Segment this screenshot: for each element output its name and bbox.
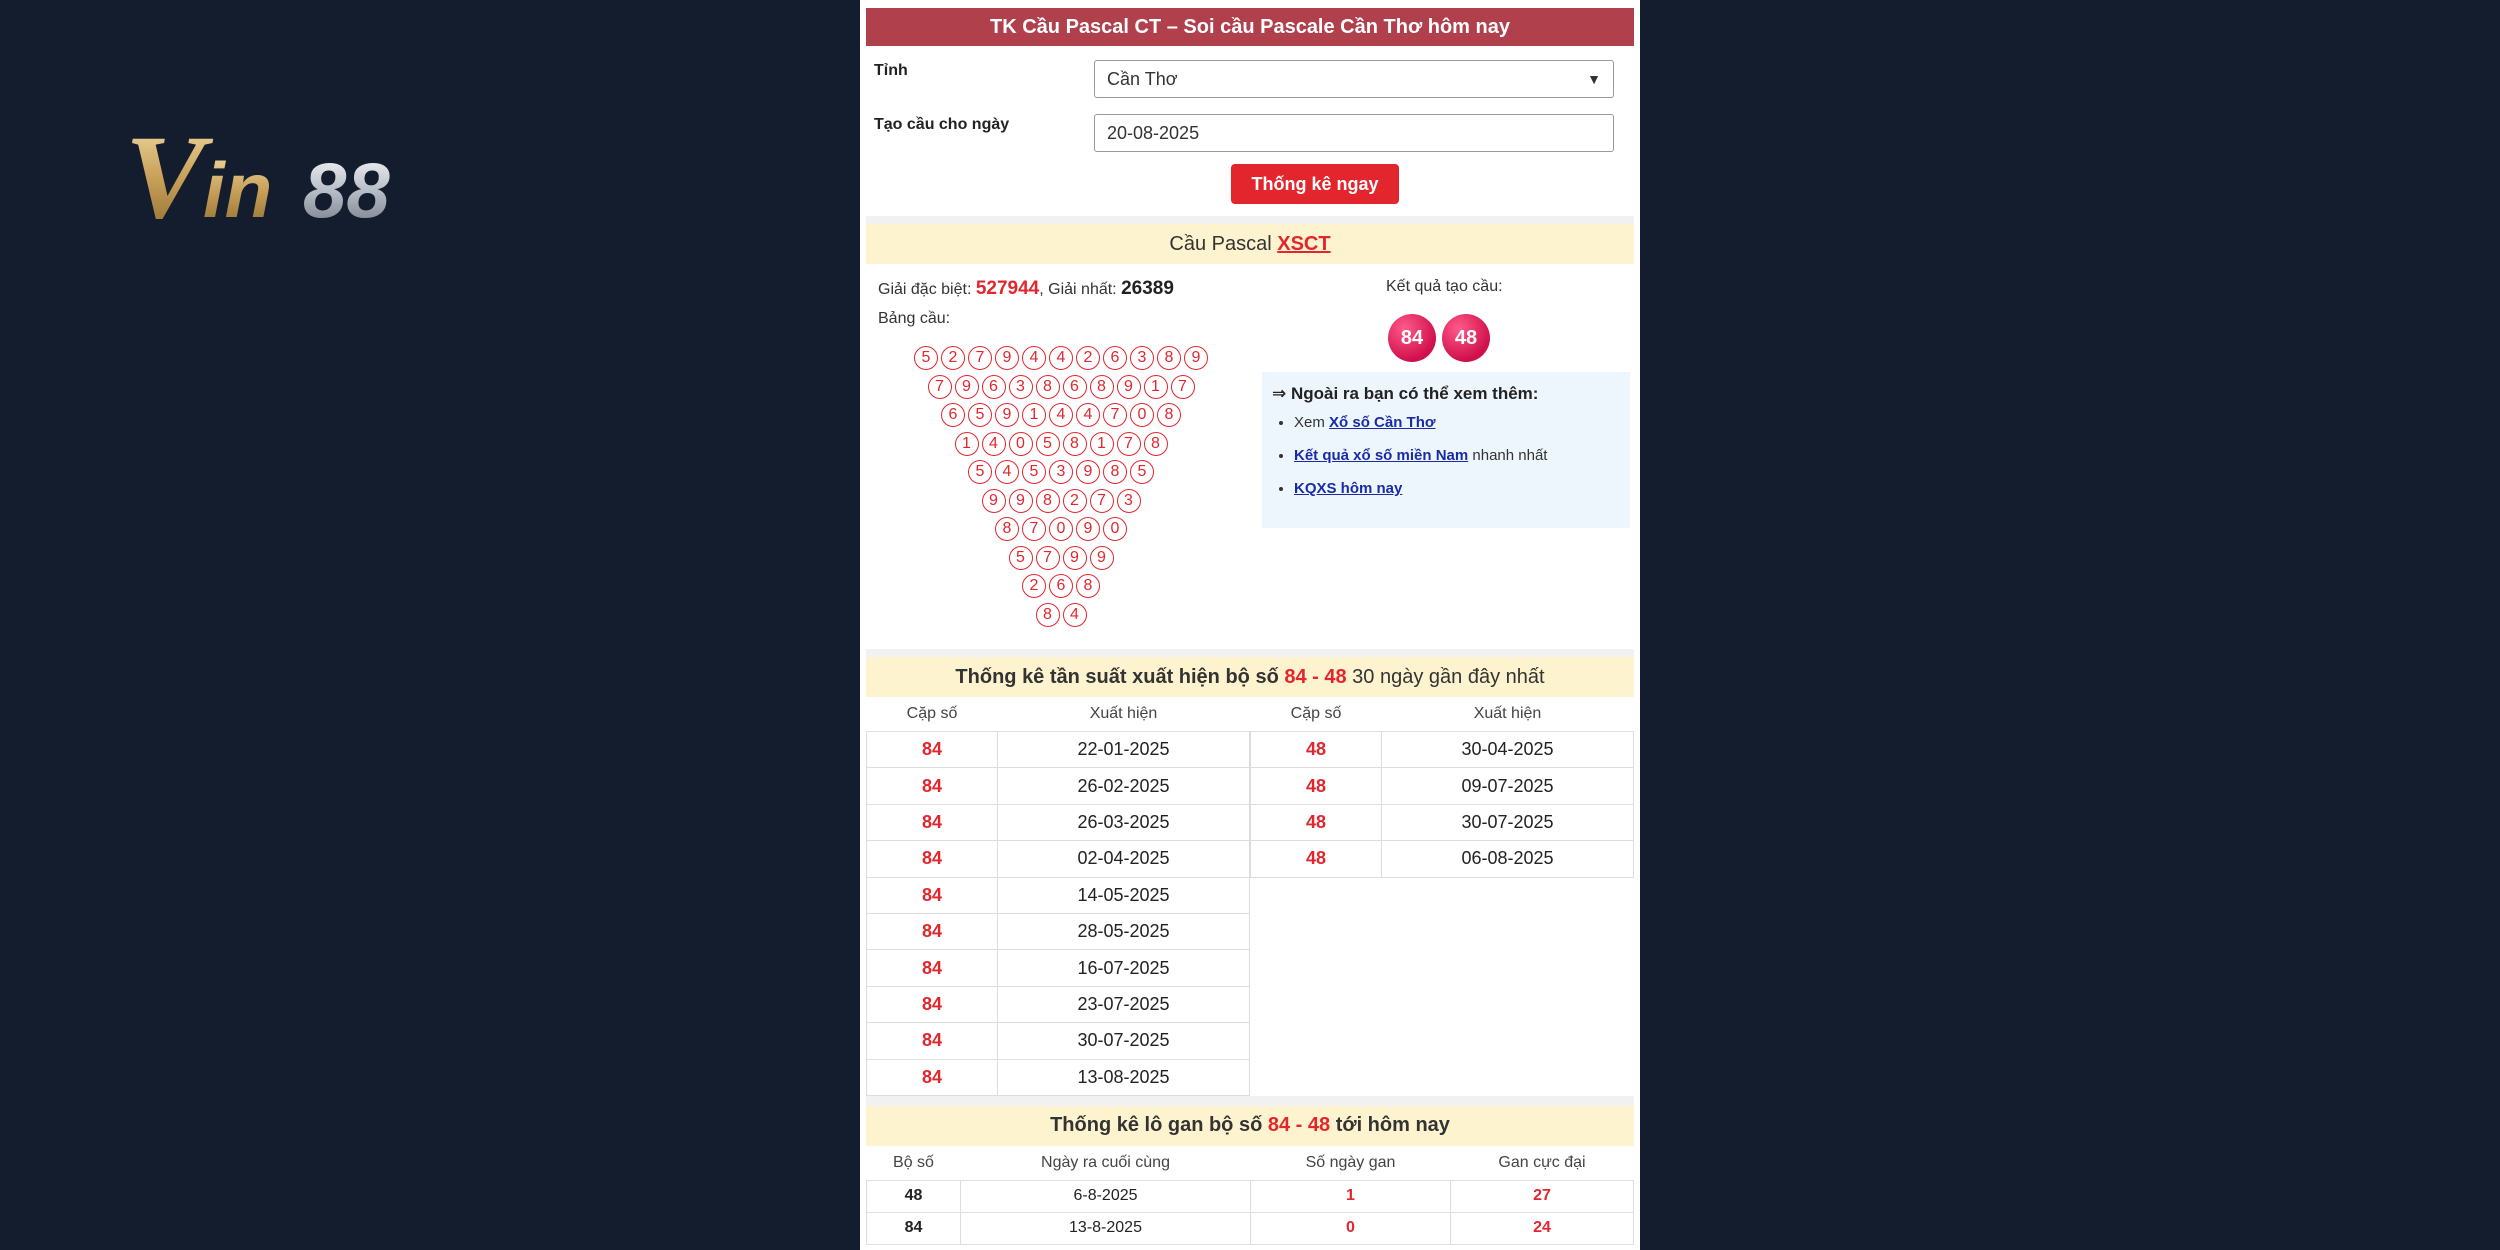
pascal-digit: 5 [968,403,992,427]
pascal-row [866,346,1256,375]
frequency-tables [866,697,1634,1096]
col-header-date: Xuất hiện [1382,697,1634,732]
pascal-section-title [866,224,1634,264]
frequency-table-right [1250,697,1634,878]
col-header-days: Số ngày gan [1305,1153,1396,1171]
divider [866,649,1634,657]
kqxs-hom-nay-link[interactable]: KQXS hôm nay [1294,480,1403,497]
pascal-digit: 8 [1076,574,1100,598]
pascal-triangle [866,346,1256,631]
pascal-digit: 8 [1103,460,1127,484]
table-row [867,1059,1250,1095]
pair-cell: 84 [867,1023,998,1059]
pascal-digit: 8 [1144,432,1168,456]
set-cell: 84 [867,1212,961,1244]
freq-title-suffix: 30 ngày gần đây nhất [1352,665,1545,688]
pascal-digit: 3 [1117,489,1141,513]
date-row [860,106,1640,160]
gan-table-wrap [866,1146,1634,1245]
pair-cell: 84 [867,877,998,913]
table-row [867,877,1250,913]
pascal-right [1256,264,1634,649]
pascal-digit: 9 [1009,489,1033,513]
pascal-row [866,546,1256,575]
pascal-digit: 8 [1036,489,1060,513]
date-cell: 13-08-2025 [998,1059,1250,1095]
frequency-section-title [866,657,1634,697]
pair-cell: 84 [867,804,998,840]
days-cell: 1 [1251,1180,1451,1212]
pascal-digit: 5 [1130,460,1154,484]
set-cell: 48 [867,1180,961,1212]
result-ball: 48 [1442,314,1490,362]
pascal-digit: 7 [1171,375,1195,399]
province-row [860,52,1640,106]
pascal-digit: 5 [1036,432,1060,456]
pascal-digit: 7 [928,375,952,399]
pascal-digit: 0 [1049,517,1073,541]
pascal-digit: 6 [1063,375,1087,399]
pascal-title-prefix: Cầu Pascal [1169,232,1272,255]
col-header-set: Bộ số [893,1153,934,1171]
pascal-digit: 4 [1049,346,1073,370]
pascal-digit: 7 [968,346,992,370]
svg-text:88: 88 [303,146,390,234]
pair-cell: 48 [1251,732,1382,768]
pascal-digit: 5 [968,460,992,484]
pascal-left [866,264,1256,649]
pascal-digit: 2 [1063,489,1087,513]
date-input[interactable] [1094,114,1614,152]
frequency-table-left [866,697,1250,1096]
pascal-digit: 9 [982,489,1006,513]
pascal-digit: 9 [1063,546,1087,570]
chevron-down-icon: ▼ [1587,71,1601,87]
pascal-digit: 3 [1049,460,1073,484]
pascal-digit: 5 [914,346,938,370]
first-prize-value: 26389 [1121,278,1174,299]
pascal-row [866,489,1256,518]
pascal-digit: 2 [1022,574,1046,598]
pair-cell: 84 [867,841,998,877]
pair-cell: 84 [867,768,998,804]
pascal-digit: 9 [1076,517,1100,541]
pascal-digit: 8 [1157,346,1181,370]
special-prize-label: Giải đặc biệt: [878,281,972,298]
see-more-list [1272,414,1620,497]
pascal-digit: 1 [1090,432,1114,456]
pascal-digit: 4 [995,460,1019,484]
gan-section-title [866,1106,1634,1146]
pascal-row [866,574,1256,603]
pair-cell: 84 [867,950,998,986]
pascal-digit: 5 [1022,460,1046,484]
pascal-digit: 9 [1184,346,1208,370]
pascal-digit: 6 [941,403,965,427]
pair-cell: 48 [1251,804,1382,840]
col-header-date: Xuất hiện [998,697,1250,732]
last-date-cell: 6-8-2025 [961,1180,1251,1212]
table-row [867,1023,1250,1059]
page-title: TK Cầu Pascal CT – Soi cầu Pascale Cần Thơ hôm nay [866,8,1634,46]
pascal-digit: 6 [1103,346,1127,370]
list-item [1294,480,1620,497]
table-row [867,986,1250,1022]
pascal-digit: 4 [1076,403,1100,427]
pascal-digit: 6 [982,375,1006,399]
pascal-row [866,517,1256,546]
pascal-digit: 9 [1076,460,1100,484]
pascal-digit: 7 [1022,517,1046,541]
date-cell: 14-05-2025 [998,877,1250,913]
table-row [867,732,1250,768]
date-cell: 22-01-2025 [998,732,1250,768]
pascal-digit: 1 [1144,375,1168,399]
result-balls [1388,314,1490,362]
col-header-pair: Cặp số [1251,697,1382,732]
submit-wrap [860,160,1640,216]
last-date-cell: 13-8-2025 [961,1212,1251,1244]
pascal-digit: 0 [1130,403,1154,427]
table-row [867,768,1250,804]
pascal-digit: 7 [1117,432,1141,456]
pascal-digit: 9 [955,375,979,399]
table-row [867,1180,1634,1212]
pascal-digit: 2 [941,346,965,370]
item2-suffix: nhanh nhất [1472,447,1548,464]
pascal-digit: 8 [1036,603,1060,627]
gan-title-suffix: tới hôm nay [1335,1114,1450,1137]
gan-title-numbers: 84 - 48 [1267,1114,1331,1137]
prize-line: Giải đặc biệt: 527944, Giải nhất: 26389 [878,278,1174,299]
days-cell: 0 [1251,1212,1451,1244]
pascal-digit: 1 [955,432,979,456]
date-value: 20-08-2025 [1107,122,1200,143]
max-cell: 24 [1451,1212,1634,1244]
province-value: Cần Thơ [1107,68,1178,89]
table-row [867,804,1250,840]
list-item [1294,414,1620,431]
pair-cell: 48 [1251,841,1382,877]
pascal-digit: 3 [1009,375,1033,399]
pascal-digit: 8 [995,517,1019,541]
submit-button[interactable]: Thống kê ngay [1231,164,1398,204]
table-row [1251,768,1634,804]
pascal-digit: 2 [1076,346,1100,370]
province-label: Tỉnh [874,62,908,79]
pascal-table-label: Bảng cầu: [878,310,951,327]
main-panel [860,0,1640,1250]
pascal-digit: 9 [1090,546,1114,570]
pascal-digit: 8 [1157,403,1181,427]
result-ball: 84 [1388,314,1436,362]
col-header-pair: Cặp số [867,697,998,732]
pascal-digit: 6 [1049,574,1073,598]
pascal-row [866,460,1256,489]
date-cell: 02-04-2025 [998,841,1250,877]
special-prize-value: 527944 [975,278,1040,299]
date-cell: 16-07-2025 [998,950,1250,986]
list-item [1294,447,1620,464]
pascal-row [866,403,1256,432]
pascal-digit: 4 [1063,603,1087,627]
province-select[interactable] [1094,60,1614,98]
see-more-box [1262,372,1630,528]
vin88-logo [125,112,485,237]
divider [866,216,1634,224]
pascal-digit: 7 [1036,546,1060,570]
pair-cell: 84 [867,732,998,768]
pascal-digit: 1 [1022,403,1046,427]
pascal-digit: 8 [1063,432,1087,456]
pascal-digit: 9 [995,403,1019,427]
table-row [867,1212,1634,1244]
pascal-row [866,603,1256,632]
pascal-digit: 0 [1103,517,1127,541]
date-cell: 30-07-2025 [998,1023,1250,1059]
date-cell: 26-03-2025 [998,804,1250,840]
table-row [1251,732,1634,768]
pair-cell: 84 [867,986,998,1022]
col-header-last: Ngày ra cuối cùng [1041,1153,1170,1171]
table-row [867,950,1250,986]
table-row [1251,804,1634,840]
date-cell: 06-08-2025 [1382,841,1634,877]
date-cell: 30-04-2025 [1382,732,1634,768]
pascal-digit: 4 [982,432,1006,456]
pascal-digit: 5 [1009,546,1033,570]
svg-text:in: in [203,146,273,234]
freq-title-numbers: 84 - 48 [1284,665,1347,688]
pascal-row [866,432,1256,461]
freq-title-prefix: Thống kê tần suất xuất hiện bộ số [955,665,1279,688]
pascal-digit: 7 [1090,489,1114,513]
item1-prefix: Xem [1294,414,1325,431]
xo-so-can-tho-link[interactable]: Xổ số Cần Thơ [1329,414,1436,431]
pascal-digit: 7 [1103,403,1127,427]
divider [866,1096,1634,1106]
date-label: Tạo cầu cho ngày [874,116,1010,133]
table-row [867,913,1250,949]
pascal-digit: 4 [1049,403,1073,427]
pascal-digit: 9 [1117,375,1141,399]
gan-table [866,1146,1634,1245]
gan-title-prefix: Thống kê lô gan bộ số [1050,1114,1263,1137]
table-row [1251,841,1634,877]
svg-text:V: V [125,112,206,237]
date-cell: 23-07-2025 [998,986,1250,1022]
result-label: Kết quả tạo cầu: [1386,278,1503,295]
pair-cell: 48 [1251,768,1382,804]
first-prize-label: Giải nhất: [1048,281,1117,298]
pascal-digit: 3 [1130,346,1154,370]
pascal-digit: 9 [995,346,1019,370]
max-cell: 27 [1451,1180,1634,1212]
pascal-digit: 8 [1036,375,1060,399]
pascal-body [866,264,1634,649]
kq-mien-nam-link[interactable]: Kết quả xổ số miền Nam [1294,447,1469,464]
col-header-max: Gan cực đại [1498,1153,1586,1171]
pair-cell: 84 [867,913,998,949]
date-cell: 26-02-2025 [998,768,1250,804]
xsct-link[interactable]: XSCT [1277,232,1331,255]
see-more-title: ⇒ Ngoài ra bạn có thể xem thêm: [1272,384,1539,403]
pascal-digit: 8 [1090,375,1114,399]
pascal-digit: 0 [1009,432,1033,456]
date-cell: 09-07-2025 [1382,768,1634,804]
date-cell: 30-07-2025 [1382,804,1634,840]
pair-cell: 84 [867,1059,998,1095]
pascal-row [866,375,1256,404]
pascal-digit: 4 [1022,346,1046,370]
table-row [867,841,1250,877]
date-cell: 28-05-2025 [998,913,1250,949]
